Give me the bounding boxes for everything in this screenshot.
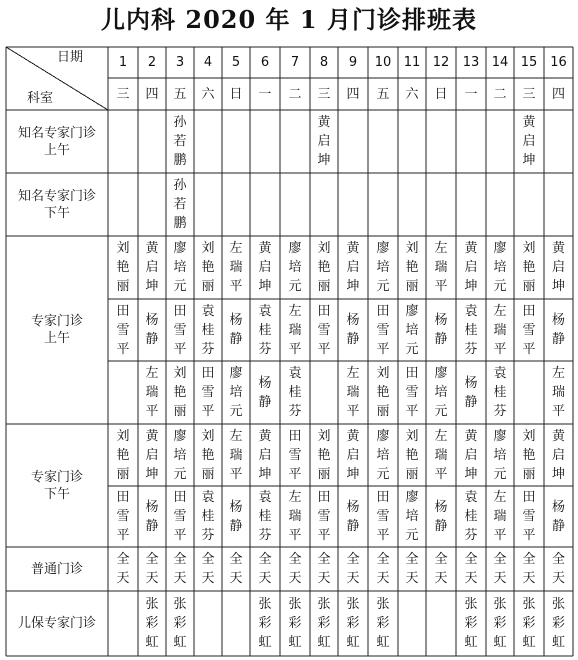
schedule-cell: 张 彩 虹 [258,597,272,650]
schedule-cell: 黄 启 坤 [258,428,272,482]
schedule-cell: 全 天 [258,552,272,586]
schedule-cell: 廖 培 元 [493,241,507,294]
schedule-cell: 张 彩 虹 [464,597,478,650]
schedule-cell: 田 雪 平 [173,303,187,357]
schedule-cell: 黄 启 坤 [551,428,565,482]
schedule-cell: 廖 培 元 [405,490,419,543]
schedule-cell: 全 天 [434,552,448,586]
date-cell: 1 [118,55,128,70]
schedule-cell: 杨 静 [145,499,159,534]
schedule-cell: 田 雪 平 [376,490,390,543]
schedule-cell: 廖 培 元 [493,428,507,482]
schedule-cell: 刘 艳 丽 [201,428,215,482]
header-dept-label: 科室 [26,90,53,106]
schedule-cell: 全 天 [405,552,419,586]
schedule-cell: 袁 桂 芬 [201,303,215,357]
schedule-cell: 袁 桂 芬 [464,490,478,543]
schedule-cell: 黄 启 坤 [145,241,159,294]
date-cell: 10 [374,55,392,70]
schedule-cell: 刘 艳 丽 [405,428,419,482]
schedule-cell: 杨 静 [346,499,360,534]
weekday-cell: 四 [145,86,159,102]
schedule-cell: 张 彩 虹 [288,597,302,650]
row-label: 儿保专家门诊 [17,616,96,631]
schedule-cell: 左 瑞 平 [229,428,243,482]
schedule-cell: 孙 若 鹏 [173,178,187,231]
date-cell: 8 [319,55,329,70]
schedule-cell: 刘 艳 丽 [317,241,331,294]
schedule-cell: 田 雪 平 [201,366,215,419]
schedule-cell: 田 雪 平 [317,303,331,357]
schedule-cell: 田 雪 平 [288,428,302,482]
schedule-cell: 左 瑞 平 [551,366,565,419]
date-cell: 3 [175,55,185,70]
schedule-cell: 左 瑞 平 [288,490,302,543]
schedule-cell: 左 瑞 平 [434,428,448,482]
date-cell: 14 [491,55,509,70]
schedule-cell: 全 天 [464,552,478,586]
schedule-cell: 廖 培 元 [376,428,390,482]
schedule-cell: 黄 启 坤 [145,428,159,482]
date-cell: 7 [290,55,300,70]
schedule-cell: 张 彩 虹 [173,597,187,650]
header-date-label: 日期 [56,49,83,65]
weekday-cell: 三 [116,86,130,102]
schedule-cell: 刘 艳 丽 [116,241,130,294]
schedule-cell: 袁 桂 芬 [464,303,478,357]
schedule-cell: 廖 培 元 [405,303,419,357]
schedule-cell: 袁 桂 芬 [493,366,507,419]
schedule-cell: 全 天 [551,552,565,586]
date-cell: 2 [147,55,157,70]
schedule-cell: 廖 培 元 [434,366,448,419]
schedule-cell: 杨 静 [145,313,159,347]
schedule-cell: 田 雪 平 [376,303,390,357]
schedule-cell: 刘 艳 丽 [522,241,536,294]
schedule-cell: 袁 桂 芬 [258,490,272,543]
schedule-cell: 廖 培 元 [173,241,187,294]
schedule-cell: 杨 静 [346,313,360,347]
row-label: 知名专家门诊 下午 [17,188,96,221]
schedule-cell: 刘 艳 丽 [376,366,390,419]
weekday-cell: 四 [551,86,565,102]
schedule-cell: 张 彩 虹 [551,597,565,650]
weekday-cell: 六 [405,86,419,102]
schedule-cell: 全 天 [201,552,215,586]
date-cell: 15 [520,55,538,70]
schedule-cell: 左 瑞 平 [145,366,159,419]
schedule-cell: 左 瑞 平 [493,303,507,357]
weekday-cell: 六 [201,86,215,102]
schedule-cell: 杨 静 [229,499,243,534]
schedule-cell: 左 瑞 平 [493,490,507,543]
schedule-cell: 刘 艳 丽 [173,366,187,419]
schedule-cell: 袁 桂 芬 [201,490,215,543]
schedule-cell: 黄 启 坤 [551,241,565,294]
schedule-cell: 田 雪 平 [116,490,130,543]
schedule-cell: 黄 启 坤 [317,115,331,168]
schedule-cell: 刘 艳 丽 [201,241,215,294]
schedule-cell: 黄 启 坤 [346,428,360,482]
schedule-cell: 黄 启 坤 [464,241,478,294]
schedule-cell: 全 天 [173,552,187,586]
schedule-cell: 左 瑞 平 [434,241,448,294]
schedule-cell: 全 天 [288,552,302,586]
schedule-cell: 廖 培 元 [376,241,390,294]
schedule-cell: 杨 静 [464,375,478,410]
schedule-cell: 全 天 [229,552,243,586]
schedule-cell: 刘 艳 丽 [405,241,419,294]
schedule-cell: 黄 启 坤 [258,241,272,294]
date-cell: 16 [550,55,567,70]
schedule-cell: 张 彩 虹 [317,597,331,650]
weekday-cell: 五 [173,86,187,102]
schedule-cell: 黄 启 坤 [522,115,536,168]
schedule-cell: 全 天 [376,552,390,586]
schedule-cell: 全 天 [317,552,331,586]
schedule-cell: 全 天 [522,552,536,586]
schedule-cell: 田 雪 平 [522,303,536,357]
weekday-cell: 四 [346,86,360,102]
schedule-cell: 杨 静 [551,313,565,347]
date-cell: 6 [260,55,270,70]
date-cell: 5 [231,55,241,70]
schedule-cell: 田 雪 平 [317,490,331,543]
schedule-cell: 张 彩 虹 [522,597,536,650]
schedule-cell: 张 彩 虹 [145,597,159,650]
schedule-cell: 廖 培 元 [173,428,187,482]
schedule-cell: 袁 桂 芬 [258,303,272,357]
schedule-cell: 袁 桂 芬 [288,366,302,419]
row-label: 知名专家门诊 上午 [17,125,96,158]
weekday-cell: 一 [258,86,272,102]
schedule-cell: 田 雪 平 [405,366,419,419]
schedule-cell: 张 彩 虹 [346,597,360,650]
schedule-cell: 杨 静 [434,313,448,347]
date-cell: 9 [348,55,358,70]
weekday-cell: 日 [229,86,243,102]
date-cell: 12 [432,55,450,70]
schedule-cell: 张 彩 虹 [376,597,390,650]
schedule-cell: 廖 培 元 [229,366,243,419]
schedule-cell: 黄 启 坤 [346,241,360,294]
schedule-cell: 刘 艳 丽 [317,428,331,482]
weekday-cell: 一 [464,86,478,102]
schedule-cell: 全 天 [116,552,130,586]
schedule-cell: 黄 启 坤 [464,428,478,482]
weekday-cell: 日 [434,86,448,102]
schedule-cell: 田 雪 平 [173,490,187,543]
schedule-cell: 孙 若 鹏 [173,115,187,168]
page-title: 儿内科 2020 年 1 月门诊排班表 [101,5,477,34]
schedule-cell: 杨 静 [229,313,243,347]
schedule-cell: 全 天 [493,552,507,586]
schedule-cell: 杨 静 [434,499,448,534]
date-cell: 11 [403,55,421,70]
schedule-cell: 田 雪 平 [522,490,536,543]
weekday-cell: 三 [317,86,331,102]
schedule-cell: 全 天 [346,552,360,586]
date-cell: 4 [203,55,213,70]
schedule-cell: 张 彩 虹 [493,597,507,650]
row-label: 专家门诊 上午 [30,314,83,346]
schedule-cell: 全 天 [145,552,159,586]
row-label: 普通门诊 [30,561,83,577]
row-label: 专家门诊 下午 [30,469,83,502]
schedule-cell: 廖 培 元 [288,241,302,294]
schedule-cell: 刘 艳 丽 [116,428,130,482]
weekday-cell: 五 [376,86,390,102]
weekday-cell: 二 [493,86,507,102]
date-cell: 13 [462,55,480,70]
schedule-cell: 左 瑞 平 [346,366,360,419]
schedule-cell: 田 雪 平 [116,303,130,357]
schedule-cell: 杨 静 [258,375,272,410]
weekday-cell: 二 [288,86,302,102]
schedule-cell: 刘 艳 丽 [522,428,536,482]
schedule-cell: 左 瑞 平 [288,303,302,357]
schedule-cell: 杨 静 [551,499,565,534]
schedule-cell: 左 瑞 平 [229,241,243,294]
weekday-cell: 三 [522,86,536,102]
